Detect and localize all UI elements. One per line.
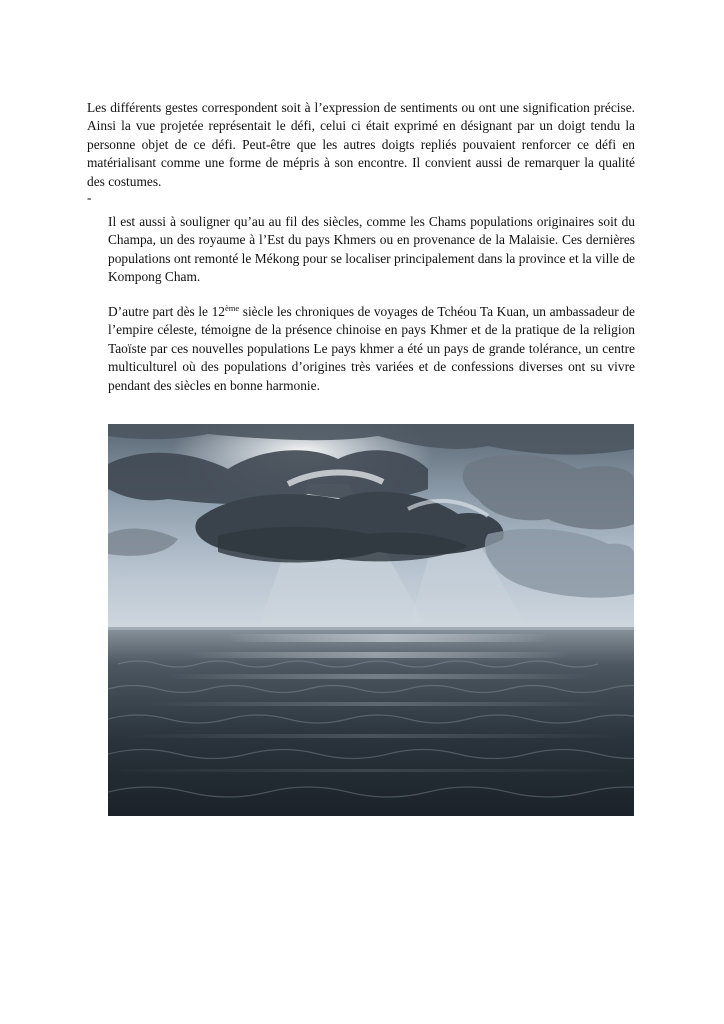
- sea-sky-photo: [108, 424, 634, 816]
- century-superscript: ème: [224, 303, 240, 313]
- paragraph-chinese-presence-rest: siècle les chroniques de voyages de Tchéou Ta Kuan, un ambassadeur de l’empire céleste, témoigne de la présence chinoise en pays Khmer et de la pratique de la religion Taoïste par ces nouvelles populations Le pays khmer a été un pays de grande tolérance, un centre multiculturel où des populations d’origines très variées et de confessions diverses ont su vivre pendant des siècles en bonne harmonie.: [108, 304, 635, 393]
- paragraph-chinese-presence: [108, 303, 635, 395]
- list-dash: -: [87, 190, 92, 205]
- paragraph-chams: Il est aussi à souligner qu’au au fil des siècles, comme les Chams populations originaires soit du Champa, un des royaume à l’Est du pays Khmers ou en provenance de la Malaisie. Ces dernières populations ont remonté le Mékong pour se localiser principalement dans la province et la ville de Kompong Cham.: [108, 214, 635, 285]
- paragraph-chinese-presence-start: D’autre part dès le 12: [108, 304, 225, 319]
- paragraph-gestures: Les différents gestes correspondent soit à l’expression de sentiments ou ont une signification précise. Ainsi la vue projetée représentait le défi, celui ci était exprimé en désignant par un doigt tendu la personne objet de ce défi. Peut-être que les autres doigts repliés pouvaient renforcer ce défi en matérialisant comme une forme de mépris à son encontre. Il convient aussi de remarquer la qualité des costumes.: [87, 100, 635, 189]
